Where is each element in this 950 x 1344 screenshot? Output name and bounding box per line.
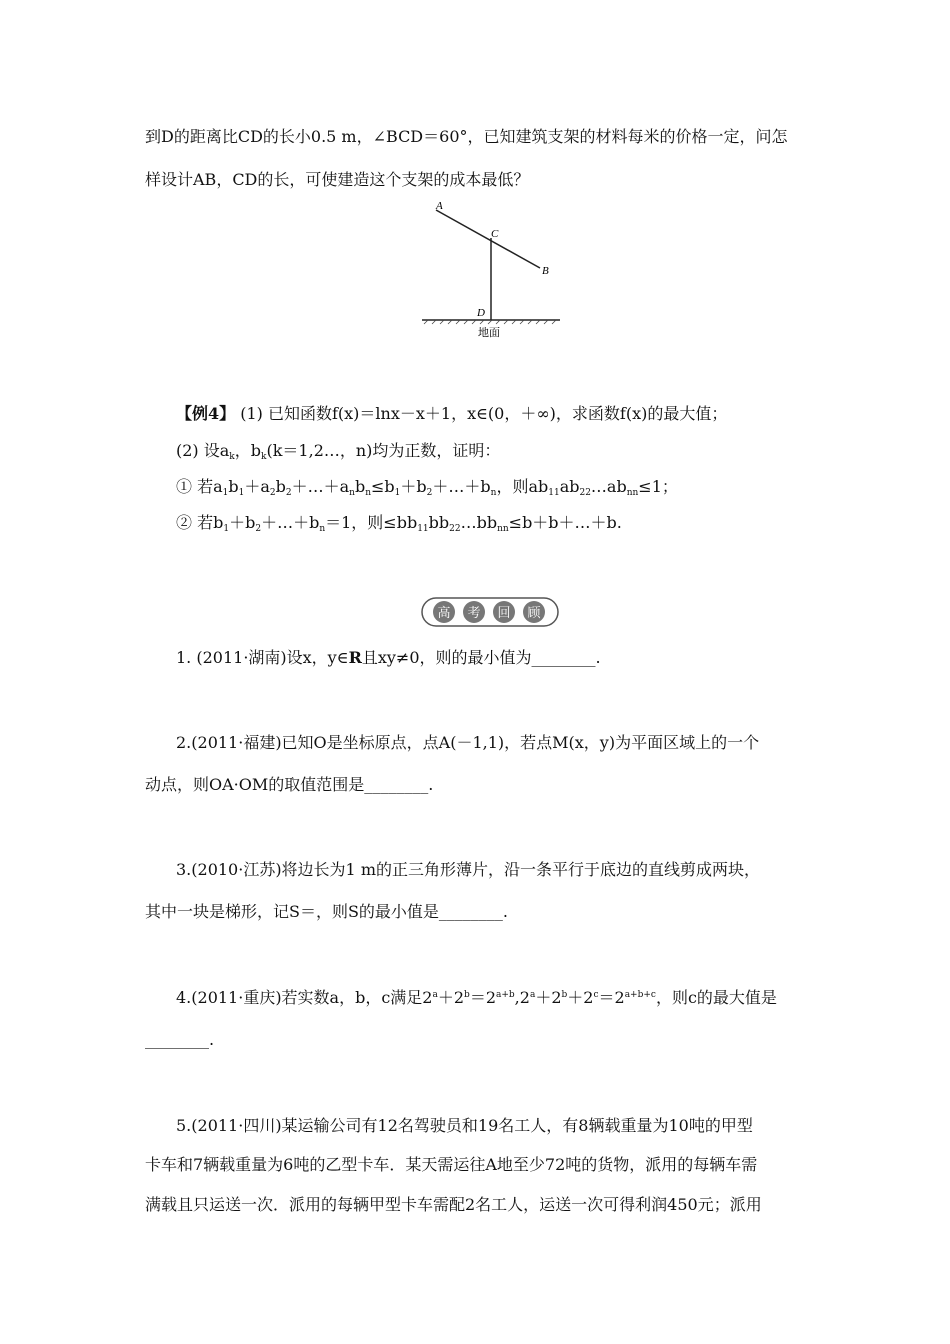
question-3-line-2: 其中一块是梯形，记S＝，则S的最小值是________. — [145, 902, 509, 921]
question-1: 1. (2011·湖南)设x，y∈R且xy≠0，则的最小值为________. — [176, 648, 601, 667]
ground-label: 地面 — [478, 326, 500, 339]
label-d: D — [477, 307, 485, 319]
example-4-part-2: (2) 设$a_k$，$b_k(k=1,2\dots$，n)均为正数，证明： — [176, 441, 501, 462]
label-a: A — [436, 200, 443, 212]
question-2-line-2: 动点，则OA·OM的取值范围是________. — [145, 775, 434, 794]
example-4-part-1-text: (1) 已知函数f(x)＝lnx－x＋1，x∈(0，＋∞)，求函数f(x)的最大值； — [240, 404, 728, 423]
banner-char-4: 顾 — [527, 606, 541, 621]
example-4-item-2: ② 若$b_1+b_2+\dots+b_n=1$，则$\le bb_{11}bb_{22}\dots bb_{nn}\le b+b+\dots+b$. — [176, 513, 622, 534]
banner-char-1: 高 — [437, 606, 451, 621]
banner-char-3: 回 — [497, 606, 511, 621]
problem-text-line-2: 样设计AB，CD的长，可使建造这个支架的成本最低？ — [145, 170, 530, 189]
question-2-line-1: 2.(2011·福建)已知O是坐标原点，点A(－1,1)，若点M(x，y)为平面区域上的一个 — [176, 733, 760, 752]
question-5-line-1: 5.(2011·四川)某运输公司有12名驾驶员和19名工人，有8辆载重量为10吨的甲型 — [176, 1116, 753, 1135]
question-3-line-1: 3.(2010·江苏)将边长为1 m的正三角形薄片，沿一条平行于底边的直线剪成两块， — [176, 860, 760, 879]
label-b: B — [542, 265, 549, 277]
beam-ab — [436, 210, 540, 268]
section-banner-review — [420, 592, 560, 632]
question-4-line-1: 4.(2011·重庆)若实数a，b，c满足$2^a+2^b=2^{a+b},2^a+2^b+2^c=2^{a+b+c}$，则c的最大值是 — [176, 988, 777, 1007]
banner-char-2: 考 — [467, 606, 481, 621]
problem-text-line-1: 到D的距离比CD的长小0.5 m，∠BCD＝60°，已知建筑支架的材料每米的价格一定，问怎 — [145, 127, 788, 146]
example-tag: 【例4】 — [176, 404, 236, 423]
example-4-item-1: ① 若$a_1b_1+a_2b_2+\dots+a_nb_n\le b_1+b_2+\dots+b_n$，则$ab_{11}ab_{22}\dots ab_{nn}\le 1$； — [176, 477, 678, 498]
support-diagram — [418, 196, 568, 346]
question-4-line-2: ________. — [145, 1030, 215, 1049]
question-5-line-2: 卡车和7辆载重量为6吨的乙型卡车．某天需运往A地至少72吨的货物，派用的每辆车需 — [145, 1155, 758, 1174]
question-5-line-3: 满载且只运送一次．派用的每辆甲型卡车需配2名工人，运送一次可得利润450元；派用 — [145, 1195, 762, 1214]
example-4-part-1 — [176, 404, 816, 424]
label-c: C — [491, 228, 499, 240]
